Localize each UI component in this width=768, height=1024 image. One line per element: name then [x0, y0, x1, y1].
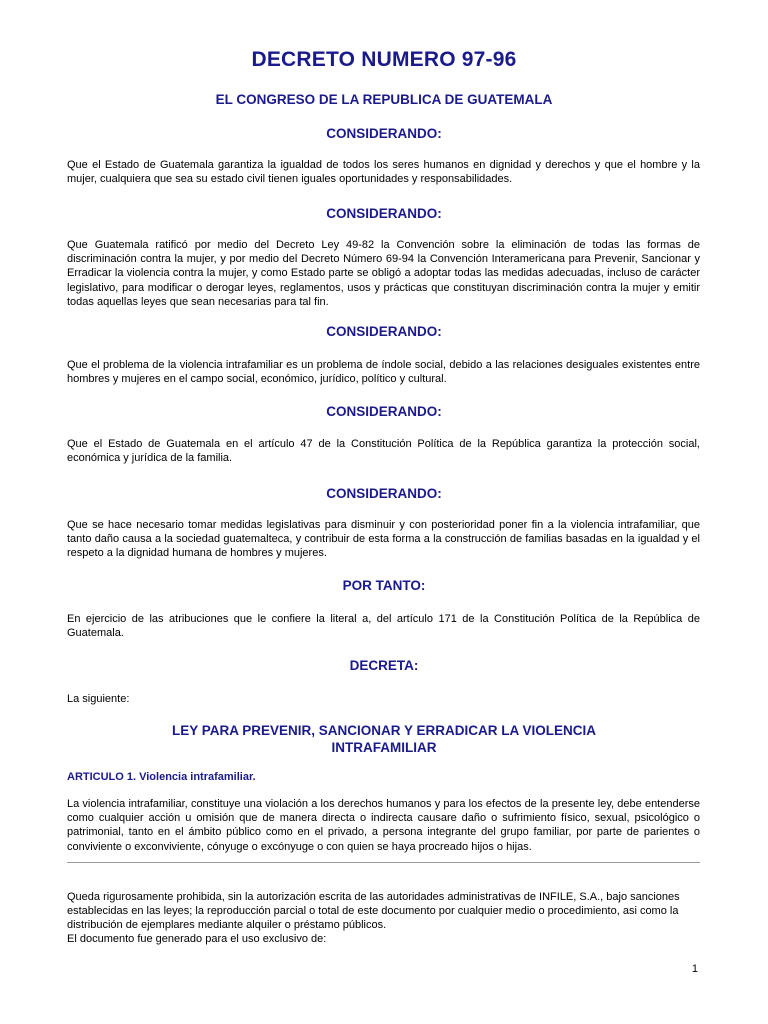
decreta-heading: DECRETA: — [349, 658, 419, 673]
por-tanto-heading: POR TANTO: — [342, 578, 426, 593]
considerando-heading-1: CONSIDERANDO: — [326, 126, 442, 141]
considerando-paragraph-5: Que se hace necesario tomar medidas legislativas para disminuir y con posterioridad poner fin a la violencia intrafamiliar, que tanto daño causa a la sociedad guatemalteca, y contribuir de esta forma a la construcción de familias basadas en la igualdad y el respeto a la dignidad humana de hombres y mujeres. — [67, 519, 700, 560]
document-subtitle: EL CONGRESO DE LA REPUBLICA DE GUATEMALA — [215, 92, 553, 107]
law-title-line-1: LEY PARA PREVENIR, SANCIONAR Y ERRADICAR LA VIOLENCIA — [171, 723, 597, 738]
considerando-paragraph-3: Que el problema de la violencia intrafamiliar es un problema de índole social, debido a las relaciones desiguales existentes entre hombres y mujeres en el campo social, económico, jurídico, político y cultural. — [67, 359, 700, 386]
considerando-paragraph-2: Que Guatemala ratificó por medio del Decreto Ley 49-82 la Convención sobre la eliminación de todas las formas de discriminación contra la mujer, y por medio del Decreto Número 69-94 la Convención Interamericana para Prevenir, Sancionar y Erradicar la violencia contra la mujer, y como Estado parte se obligó a adoptar todas las medidas adecuadas, incluso de carácter legislativo, para modificar o derogar leyes, reglamentos, usos y prácticas que constituyan discriminación contra la mujer y emitir todas aquellas leyes que sean necesarias para tal fin. — [67, 239, 700, 308]
decreta-paragraph: La siguiente: — [67, 693, 130, 705]
footer-copyright-notice: Queda rigurosamente prohibida, sin la autorización escrita de las autoridades administrativas de INFILE, S.A., bajo sanciones establecidas en las leyes; la reproducción parcial o total de este documento por cualquier medio o procedimiento, asi como la distribución de ejemplares mediante alquiler o préstamo públicos. — [67, 891, 680, 931]
por-tanto-paragraph: En ejercicio de las atribuciones que le confiere la literal a, del artículo 171 de la Constitución Política de la República de Guatemala. — [67, 613, 700, 640]
law-title-line-2: INTRAFAMILIAR — [331, 740, 437, 755]
considerando-heading-4: CONSIDERANDO: — [326, 404, 442, 419]
considerando-paragraph-4: Que el Estado de Guatemala en el artículo 47 de la Constitución Política de la República garantiza la protección social, económica y jurídica de la familia. — [67, 438, 700, 465]
considerando-paragraph-1: Que el Estado de Guatemala garantiza la igualdad de todos los seres humanos en dignidad y derechos y que el hombre y la mujer, cualquiera que sea su estado civil tienen iguales oportunidades y responsabilidades. — [67, 159, 700, 186]
considerando-heading-3: CONSIDERANDO: — [326, 324, 442, 339]
footer-generated-for: El documento fue generado para el uso exclusivo de: — [67, 933, 327, 945]
document-title: DECRETO NUMERO 97-96 — [251, 48, 517, 71]
article-1-heading: ARTICULO 1. Violencia intrafamiliar. — [67, 771, 256, 783]
considerando-heading-2: CONSIDERANDO: — [326, 206, 442, 221]
considerando-heading-5: CONSIDERANDO: — [326, 486, 442, 501]
article-1-paragraph: La violencia intrafamiliar, constituye una violación a los derechos humanos y para los efectos de la presente ley, debe entenderse como cualquier acción u omisión que de manera directa o indirecta causare daño o sufrimiento físico, sexual, psicológico o patrimonial, tanto en el ámbito público como en el privado, a persona integrante del grupo familiar, por parte de parientes o conviviente o exconviviente, cónyuge o excónyuge o con quien se haya procreado hijos o hijas. — [67, 798, 700, 853]
footer-notice — [67, 890, 700, 946]
law-title — [0, 722, 768, 756]
footer-divider — [67, 862, 700, 863]
page-number: 1 — [691, 963, 698, 975]
